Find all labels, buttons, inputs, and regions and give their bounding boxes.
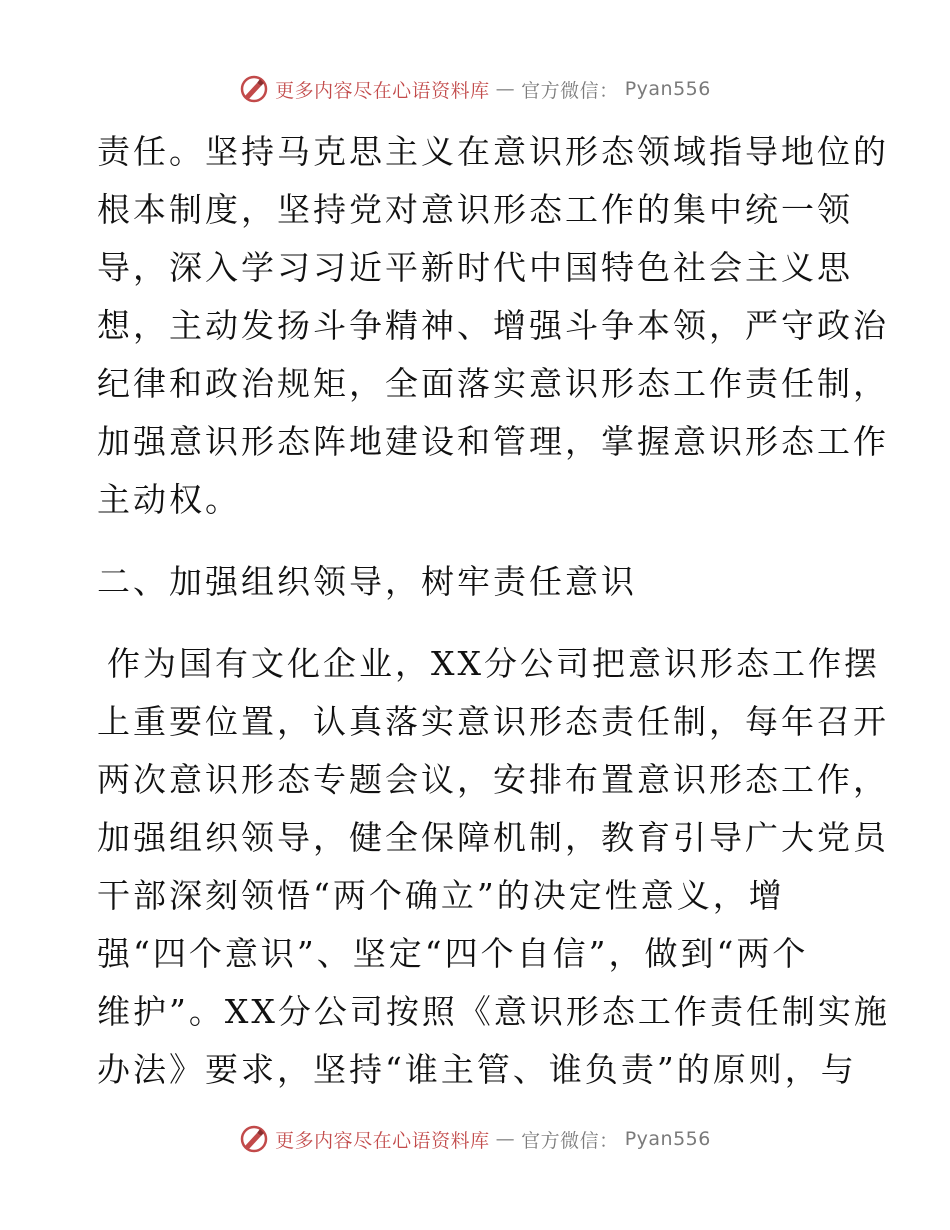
paragraph-line: 加强组织领导，健全保障机制，教育引导广大党员 xyxy=(97,818,889,857)
paragraph-line: 强“四个意识”、坚定“四个自信”，做到“两个 xyxy=(97,934,809,973)
watermark-wechat-id: Pyan556 xyxy=(624,78,711,100)
spacer xyxy=(97,529,877,553)
section-heading: 二、加强组织领导，树牢责任意识 xyxy=(97,562,637,601)
paragraph-2 xyxy=(97,635,890,1099)
paragraph-line: 上重要位置，认真落实意识形态责任制，每年召开 xyxy=(97,702,889,741)
paragraph-line: 想，主动发扬斗争精神、增强斗争本领，严守政治 xyxy=(97,306,889,345)
paragraph-line: 维护”。XX分公司按照《意识形态工作责任制实施 xyxy=(97,992,890,1031)
paragraph-line: 责任。坚持马克思主义在意识形态领域指导地位的 xyxy=(97,132,889,171)
header-watermark xyxy=(0,74,950,104)
paragraph-line: 根本制度，坚持党对意识形态工作的集中统一领 xyxy=(97,190,853,229)
footer-watermark xyxy=(0,1124,950,1154)
watermark-wechat-id: Pyan556 xyxy=(624,1128,711,1150)
paragraph-line: 纪律和政治规矩，全面落实意识形态工作责任制， xyxy=(97,364,889,403)
logo-icon xyxy=(239,1124,269,1154)
watermark-main-text: 更多内容尽在心语资料库 xyxy=(275,1129,490,1152)
logo-icon xyxy=(239,74,269,104)
watermark-dash: — xyxy=(495,78,516,100)
watermark-official-label: 官方微信： xyxy=(521,79,619,102)
spacer xyxy=(97,611,877,635)
document-body xyxy=(97,123,890,1099)
paragraph-line: 导，深入学习习近平新时代中国特色社会主义思 xyxy=(97,248,853,287)
paragraph-line: 两次意识形态专题会议，安排布置意识形态工作， xyxy=(97,760,889,799)
paragraph-line: 主动权。 xyxy=(97,480,241,519)
watermark-official-label: 官方微信： xyxy=(521,1129,619,1152)
paragraph-line: 干部深刻领悟“两个确立”的决定性意义，增 xyxy=(97,876,785,915)
paragraph-line: 作为国有文化企业，XX分公司把意识形态工作摆 xyxy=(107,644,880,683)
paragraph-line: 加强意识形态阵地建设和管理，掌握意识形态工作 xyxy=(97,422,889,461)
watermark-dash: — xyxy=(495,1128,516,1150)
paragraph-1 xyxy=(97,123,889,529)
paragraph-line: 办法》要求，坚持“谁主管、谁负责”的原则，与 xyxy=(97,1050,857,1089)
watermark-main-text: 更多内容尽在心语资料库 xyxy=(275,79,490,102)
